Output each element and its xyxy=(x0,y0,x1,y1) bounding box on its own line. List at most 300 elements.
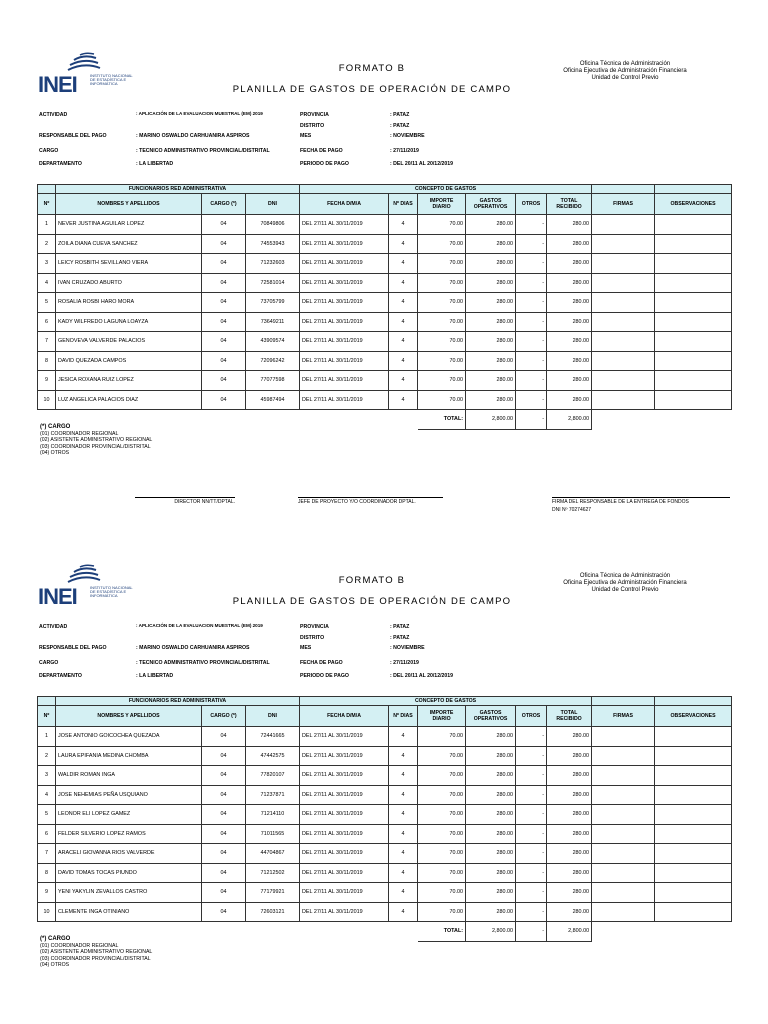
row-fecha: DEL 27/11 AL 30/11/2019 xyxy=(300,312,389,332)
row-importe: 70.00 xyxy=(418,215,466,235)
row-dias: 4 xyxy=(389,273,418,293)
responsable-label: RESPONSABLE DEL PAGO xyxy=(39,645,107,651)
table-row xyxy=(38,883,732,903)
row-firma xyxy=(592,312,655,332)
distrito-value: : PATAZ xyxy=(390,123,410,129)
row-number: 4 xyxy=(38,273,56,293)
table-row xyxy=(38,234,732,254)
column-header: OBSERVACIONES xyxy=(655,706,732,727)
row-observaciones xyxy=(655,883,732,903)
provincia-value: : PATAZ xyxy=(390,624,410,630)
row-number: 9 xyxy=(38,883,56,903)
row-firma xyxy=(592,863,655,883)
row-gastos: 280.00 xyxy=(466,234,516,254)
office-block xyxy=(540,61,710,82)
total-recibido: 2,800.00 xyxy=(547,410,592,430)
actividad-value: : APLICACIÓN DE LA EVALUACION MUESTRAL (EM) 2019 xyxy=(136,623,263,628)
row-dni: 72441665 xyxy=(246,727,300,747)
table-row xyxy=(38,766,732,786)
row-dias: 4 xyxy=(389,351,418,371)
column-header: FECHA D/M/A xyxy=(300,706,389,727)
row-observaciones xyxy=(655,746,732,766)
row-number: 4 xyxy=(38,785,56,805)
row-total: 280.00 xyxy=(547,293,592,313)
row-total: 280.00 xyxy=(547,785,592,805)
row-otros: - xyxy=(516,902,547,922)
column-header: GASTOS OPERATIVOS xyxy=(466,706,516,727)
office-line: Oficina Ejecutiva de Administración Financiera xyxy=(563,68,687,74)
row-gastos: 280.00 xyxy=(466,293,516,313)
row-observaciones xyxy=(655,390,732,410)
row-otros: - xyxy=(516,844,547,864)
responsable-label: RESPONSABLE DEL PAGO xyxy=(39,133,107,139)
row-importe: 70.00 xyxy=(418,293,466,313)
row-firma xyxy=(592,902,655,922)
total-recibido: 2,800.00 xyxy=(547,922,592,942)
table-row xyxy=(38,824,732,844)
column-header: DNI xyxy=(246,194,300,215)
row-dias: 4 xyxy=(389,215,418,235)
row-gastos: 280.00 xyxy=(466,805,516,825)
column-header: DNI xyxy=(246,706,300,727)
row-cargo: 04 xyxy=(202,805,246,825)
row-dias: 4 xyxy=(389,312,418,332)
responsable-signature xyxy=(552,497,730,513)
row-fecha: DEL 27/11 AL 30/11/2019 xyxy=(300,727,389,747)
row-otros: - xyxy=(516,883,547,903)
row-gastos: 280.00 xyxy=(466,785,516,805)
row-dni: 77179921 xyxy=(246,883,300,903)
empty-header xyxy=(38,697,56,706)
jefe-signature: JEFE DE PROYECTO Y/O COORDINADOR DPTAL. xyxy=(298,497,443,505)
logo-word: INEI xyxy=(38,72,77,97)
table-row xyxy=(38,902,732,922)
periodo-label: PERIODO DE PAGO xyxy=(300,161,349,167)
row-fecha: DEL 27/11 AL 30/11/2019 xyxy=(300,390,389,410)
cargo-legend-item: (04) OTROS xyxy=(40,450,70,456)
row-gastos: 280.00 xyxy=(466,390,516,410)
row-dias: 4 xyxy=(389,746,418,766)
cargo-legend-item: (03) COORDINADOR PROVINCIAL/DISTRITAL xyxy=(40,955,151,962)
row-total: 280.00 xyxy=(547,883,592,903)
group-header-concepto: CONCEPTO DE GASTOS xyxy=(300,185,592,194)
row-dias: 4 xyxy=(389,234,418,254)
departamento-label: DEPARTAMENTO xyxy=(39,673,82,679)
column-header: FIRMAS xyxy=(592,706,655,727)
column-header: CARGO (*) xyxy=(202,194,246,215)
row-otros: - xyxy=(516,390,547,410)
row-observaciones xyxy=(655,254,732,274)
row-otros: - xyxy=(516,805,547,825)
row-number: 5 xyxy=(38,805,56,825)
empty-header xyxy=(655,697,732,706)
row-cargo: 04 xyxy=(202,844,246,864)
table-row xyxy=(38,844,732,864)
row-dias: 4 xyxy=(389,785,418,805)
row-total: 280.00 xyxy=(547,766,592,786)
row-observaciones xyxy=(655,215,732,235)
total-gastos: 2,800.00 xyxy=(466,410,516,430)
table-row xyxy=(38,293,732,313)
column-header: OTROS xyxy=(516,706,547,727)
row-number: 2 xyxy=(38,234,56,254)
column-header: Nº xyxy=(38,194,56,215)
row-observaciones xyxy=(655,785,732,805)
row-observaciones xyxy=(655,805,732,825)
cargo-label: CARGO xyxy=(39,660,59,666)
table-row xyxy=(38,312,732,332)
cargo-legend-item: (02) ASISTENTE ADMINISTRATIVO REGIONAL xyxy=(40,949,153,955)
row-importe: 70.00 xyxy=(418,332,466,352)
row-gastos: 280.00 xyxy=(466,332,516,352)
column-header: TOTAL RECIBIDO xyxy=(547,194,592,215)
row-cargo: 04 xyxy=(202,371,246,391)
row-name: NEVER JUSTINA AGUILAR LOPEZ xyxy=(56,215,202,235)
empty-header xyxy=(592,185,655,194)
row-fecha: DEL 27/11 AL 30/11/2019 xyxy=(300,785,389,805)
row-number: 7 xyxy=(38,332,56,352)
row-fecha: DEL 27/11 AL 30/11/2019 xyxy=(300,234,389,254)
cargo-value: : TECNICO ADMINISTRATIVO PROVINCIAL/DISTRITAL xyxy=(136,660,270,666)
row-firma xyxy=(592,293,655,313)
row-firma xyxy=(592,785,655,805)
row-firma xyxy=(592,273,655,293)
responsable-value: : MARINO OSWALDO CARHUANIRA ASPIROS xyxy=(136,645,250,651)
row-cargo: 04 xyxy=(202,293,246,313)
formato-title: FORMATO B xyxy=(338,575,406,586)
group-header-funcionarios: FUNCIONARIOS RED ADMINISTRATIVA xyxy=(56,185,300,194)
table-row xyxy=(38,371,732,391)
row-importe: 70.00 xyxy=(418,234,466,254)
cargo-legend-item: (01) COORDINADOR REGIONAL xyxy=(40,430,119,437)
departamento-value: : LA LIBERTAD xyxy=(136,161,174,167)
row-dias: 4 xyxy=(389,863,418,883)
row-number: 3 xyxy=(38,254,56,274)
row-firma xyxy=(592,805,655,825)
row-gastos: 280.00 xyxy=(466,273,516,293)
row-name: IVAN CRUZADO ABURTO xyxy=(56,273,202,293)
mes-value: : NOVIEMBRE xyxy=(390,645,425,651)
row-fecha: DEL 27/11 AL 30/11/2019 xyxy=(300,844,389,864)
row-total: 280.00 xyxy=(547,351,592,371)
row-importe: 70.00 xyxy=(418,785,466,805)
row-otros: - xyxy=(516,746,547,766)
fecha-label: FECHA DE PAGO xyxy=(300,148,343,154)
row-total: 280.00 xyxy=(547,312,592,332)
group-header-concepto: CONCEPTO DE GASTOS xyxy=(300,697,592,706)
row-dni: 71232603 xyxy=(246,254,300,274)
row-cargo: 04 xyxy=(202,273,246,293)
table-row xyxy=(38,390,732,410)
row-total: 280.00 xyxy=(547,727,592,747)
row-fecha: DEL 27/11 AL 30/11/2019 xyxy=(300,215,389,235)
row-name: LUZ ANGELICA PALACIOS DIAZ xyxy=(56,390,202,410)
column-header: CARGO (*) xyxy=(202,706,246,727)
column-header: Nº DIAS xyxy=(389,706,418,727)
row-observaciones xyxy=(655,824,732,844)
row-total: 280.00 xyxy=(547,824,592,844)
cargo-legend-title: (*) CARGO xyxy=(40,424,71,430)
row-fecha: DEL 27/11 AL 30/11/2019 xyxy=(300,902,389,922)
row-cargo: 04 xyxy=(202,883,246,903)
row-gastos: 280.00 xyxy=(466,844,516,864)
row-cargo: 04 xyxy=(202,312,246,332)
row-fecha: DEL 27/11 AL 30/11/2019 xyxy=(300,883,389,903)
row-dias: 4 xyxy=(389,902,418,922)
group-header-funcionarios: FUNCIONARIOS RED ADMINISTRATIVA xyxy=(56,697,300,706)
cargo-legend-item: (01) COORDINADOR REGIONAL xyxy=(40,942,119,949)
planilla-title: PLANILLA DE GASTOS DE OPERACIÓN DE CAMPO xyxy=(232,84,512,95)
provincia-value: : PATAZ xyxy=(390,112,410,118)
row-importe: 70.00 xyxy=(418,254,466,274)
column-header: GASTOS OPERATIVOS xyxy=(466,194,516,215)
row-fecha: DEL 27/11 AL 30/11/2019 xyxy=(300,371,389,391)
row-firma xyxy=(592,766,655,786)
table-row xyxy=(38,785,732,805)
row-observaciones xyxy=(655,371,732,391)
row-gastos: 280.00 xyxy=(466,215,516,235)
payroll-table xyxy=(37,184,732,430)
departamento-label: DEPARTAMENTO xyxy=(39,161,82,167)
row-gastos: 280.00 xyxy=(466,351,516,371)
row-observaciones xyxy=(655,727,732,747)
row-dias: 4 xyxy=(389,390,418,410)
row-otros: - xyxy=(516,351,547,371)
row-name: DAVID QUEZADA CAMPOS xyxy=(56,351,202,371)
actividad-label: ACTIVIDAD xyxy=(39,112,68,118)
row-dni: 72581014 xyxy=(246,273,300,293)
row-importe: 70.00 xyxy=(418,844,466,864)
row-cargo: 04 xyxy=(202,234,246,254)
row-dni: 72603121 xyxy=(246,902,300,922)
logo-word: INEI xyxy=(38,584,77,609)
firma-label: FIRMA DEL RESPONSABLE DE LA ENTREGA DE FONDOS xyxy=(552,499,689,505)
periodo-label: PERIODO DE PAGO xyxy=(300,673,349,679)
row-fecha: DEL 27/11 AL 30/11/2019 xyxy=(300,805,389,825)
column-header: NOMBRES Y APELLIDOS xyxy=(56,706,202,727)
row-gastos: 280.00 xyxy=(466,863,516,883)
row-otros: - xyxy=(516,234,547,254)
row-cargo: 04 xyxy=(202,390,246,410)
row-dias: 4 xyxy=(389,824,418,844)
office-line: Unidad de Control Previo xyxy=(591,587,659,593)
row-name: JOSE NEHEMIAS PEÑA USQUIANO xyxy=(56,785,202,805)
total-label: TOTAL: xyxy=(418,922,466,942)
row-name: DAVID TOMAS TOCAS PIUNDO xyxy=(56,863,202,883)
row-firma xyxy=(592,844,655,864)
row-number: 10 xyxy=(38,390,56,410)
row-dias: 4 xyxy=(389,727,418,747)
row-total: 280.00 xyxy=(547,215,592,235)
distrito-label: DISTRITO xyxy=(300,123,325,129)
row-importe: 70.00 xyxy=(418,805,466,825)
departamento-value: : LA LIBERTAD xyxy=(136,673,174,679)
row-cargo: 04 xyxy=(202,332,246,352)
row-firma xyxy=(592,746,655,766)
row-dni: 45987494 xyxy=(246,390,300,410)
row-observaciones xyxy=(655,332,732,352)
payroll-table xyxy=(37,696,732,942)
row-total: 280.00 xyxy=(547,746,592,766)
row-fecha: DEL 27/11 AL 30/11/2019 xyxy=(300,746,389,766)
row-name: LAURA EPIFANIA MEDINA CHOMBA xyxy=(56,746,202,766)
table-row xyxy=(38,254,732,274)
row-firma xyxy=(592,390,655,410)
row-cargo: 04 xyxy=(202,727,246,747)
row-number: 5 xyxy=(38,293,56,313)
column-header: OTROS xyxy=(516,194,547,215)
row-firma xyxy=(592,234,655,254)
row-importe: 70.00 xyxy=(418,766,466,786)
row-otros: - xyxy=(516,215,547,235)
column-header: OBSERVACIONES xyxy=(655,194,732,215)
row-name: ROSALIA ROSBI HARO MORA xyxy=(56,293,202,313)
empty-header xyxy=(655,185,732,194)
row-total: 280.00 xyxy=(547,390,592,410)
cargo-legend-item: (03) COORDINADOR PROVINCIAL/DISTRITAL xyxy=(40,443,151,450)
row-dni: 71214110 xyxy=(246,805,300,825)
row-importe: 70.00 xyxy=(418,371,466,391)
total-spacer xyxy=(592,410,732,430)
row-gastos: 280.00 xyxy=(466,254,516,274)
row-dni: 77820107 xyxy=(246,766,300,786)
fecha-value: : 27/11/2019 xyxy=(390,660,419,666)
total-spacer xyxy=(592,922,732,942)
row-otros: - xyxy=(516,332,547,352)
row-observaciones xyxy=(655,844,732,864)
row-dni: 44704867 xyxy=(246,844,300,864)
distrito-label: DISTRITO xyxy=(300,635,325,641)
row-otros: - xyxy=(516,273,547,293)
row-number: 10 xyxy=(38,902,56,922)
cargo-legend-title: (*) CARGO xyxy=(40,936,71,942)
logo-subtitle: INSTITUTO NACIONAL DE ESTADÍSTICA E INFORMÁTICA xyxy=(90,585,133,599)
row-otros: - xyxy=(516,254,547,274)
total-gastos: 2,800.00 xyxy=(466,922,516,942)
row-gastos: 280.00 xyxy=(466,746,516,766)
row-name: YENI YAKYLIN ZEVALLOS CASTRO xyxy=(56,883,202,903)
row-cargo: 04 xyxy=(202,785,246,805)
office-line: Unidad de Control Previo xyxy=(591,75,659,81)
row-dias: 4 xyxy=(389,332,418,352)
row-dias: 4 xyxy=(389,844,418,864)
row-dni: 72096242 xyxy=(246,351,300,371)
row-cargo: 04 xyxy=(202,254,246,274)
row-importe: 70.00 xyxy=(418,351,466,371)
row-total: 280.00 xyxy=(547,254,592,274)
row-name: ARACELI GIOVANNA RIOS VALVERDE xyxy=(56,844,202,864)
row-name: KADY WILFREDO LAGUNA LOAYZA xyxy=(56,312,202,332)
row-fecha: DEL 27/11 AL 30/11/2019 xyxy=(300,766,389,786)
row-dni: 71011565 xyxy=(246,824,300,844)
table-row xyxy=(38,351,732,371)
column-header: Nº xyxy=(38,706,56,727)
row-observaciones xyxy=(655,293,732,313)
row-otros: - xyxy=(516,727,547,747)
distrito-value: : PATAZ xyxy=(390,635,410,641)
column-header: Nº DIAS xyxy=(389,194,418,215)
row-importe: 70.00 xyxy=(418,863,466,883)
column-header: FIRMAS xyxy=(592,194,655,215)
row-firma xyxy=(592,727,655,747)
total-label: TOTAL: xyxy=(418,410,466,430)
row-dni: 70849806 xyxy=(246,215,300,235)
row-cargo: 04 xyxy=(202,766,246,786)
row-name: LEICY ROSBITH SEVILLANO VIERA xyxy=(56,254,202,274)
table-row xyxy=(38,273,732,293)
row-dni: 74553943 xyxy=(246,234,300,254)
row-dias: 4 xyxy=(389,254,418,274)
row-total: 280.00 xyxy=(547,805,592,825)
column-header: FECHA D/M/A xyxy=(300,194,389,215)
row-importe: 70.00 xyxy=(418,824,466,844)
row-otros: - xyxy=(516,766,547,786)
office-block xyxy=(540,573,710,594)
row-importe: 70.00 xyxy=(418,746,466,766)
row-firma xyxy=(592,371,655,391)
row-firma xyxy=(592,254,655,274)
row-number: 1 xyxy=(38,727,56,747)
row-gastos: 280.00 xyxy=(466,902,516,922)
planilla-title: PLANILLA DE GASTOS DE OPERACIÓN DE CAMPO xyxy=(232,596,512,607)
office-line: Oficina Técnica de Administración xyxy=(579,573,671,579)
provincia-label: PROVINCIA xyxy=(300,112,329,118)
row-dni: 71237871 xyxy=(246,785,300,805)
row-observaciones xyxy=(655,312,732,332)
row-gastos: 280.00 xyxy=(466,371,516,391)
fecha-label: FECHA DE PAGO xyxy=(300,660,343,666)
row-number: 7 xyxy=(38,844,56,864)
row-name: FELDER SILVERIO LOPEZ RAMOS xyxy=(56,824,202,844)
row-number: 8 xyxy=(38,351,56,371)
row-dias: 4 xyxy=(389,371,418,391)
row-importe: 70.00 xyxy=(418,390,466,410)
row-otros: - xyxy=(516,371,547,391)
row-dni: 47442575 xyxy=(246,746,300,766)
row-number: 1 xyxy=(38,215,56,235)
row-name: WALDIR ROMAN INGA xyxy=(56,766,202,786)
row-observaciones xyxy=(655,273,732,293)
row-importe: 70.00 xyxy=(418,883,466,903)
row-firma xyxy=(592,883,655,903)
row-observaciones xyxy=(655,234,732,254)
periodo-value: : DEL 20/11 AL 20/12/2019 xyxy=(390,673,454,679)
table-row xyxy=(38,727,732,747)
row-gastos: 280.00 xyxy=(466,824,516,844)
row-name: JESICA ROXANA RUIZ LOPEZ xyxy=(56,371,202,391)
row-importe: 70.00 xyxy=(418,727,466,747)
row-number: 6 xyxy=(38,312,56,332)
row-firma xyxy=(592,824,655,844)
row-otros: - xyxy=(516,824,547,844)
actividad-value: : APLICACIÓN DE LA EVALUACION MUESTRAL (EM) 2019 xyxy=(136,111,263,116)
row-importe: 70.00 xyxy=(418,312,466,332)
row-gastos: 280.00 xyxy=(466,312,516,332)
row-total: 280.00 xyxy=(547,273,592,293)
director-signature: DIRECTOR NN/TT/DPTAL. xyxy=(135,497,235,505)
column-header-row xyxy=(38,194,732,215)
row-name: GENOVEVA VALVERDE PALACIOS xyxy=(56,332,202,352)
mes-value: : NOVIEMBRE xyxy=(390,133,425,139)
actividad-label: ACTIVIDAD xyxy=(39,624,68,630)
row-number: 3 xyxy=(38,766,56,786)
table-row xyxy=(38,215,732,235)
row-dias: 4 xyxy=(389,766,418,786)
row-importe: 70.00 xyxy=(418,273,466,293)
row-dias: 4 xyxy=(389,883,418,903)
row-dni: 71212502 xyxy=(246,863,300,883)
row-total: 280.00 xyxy=(547,332,592,352)
